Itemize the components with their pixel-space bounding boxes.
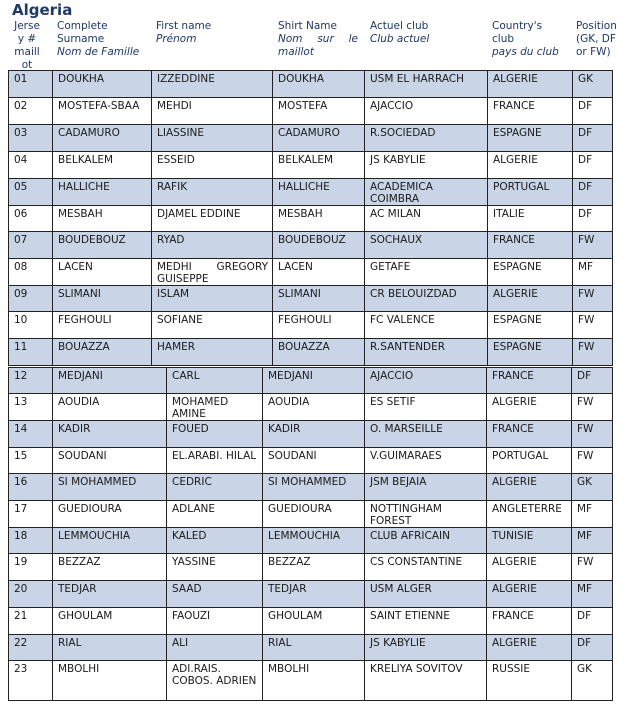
cell-position: MF (572, 528, 613, 554)
cell-shirt-name: SOUDANI (263, 448, 365, 474)
cell-jersey-number: 10 (9, 312, 53, 339)
player-row (9, 474, 613, 501)
header-surname-en: Complete Surname (57, 20, 108, 45)
cell-surname: HALLICHE (53, 179, 152, 206)
cell-first-name: ADI.RAIS. COBOS. ADRIEN (167, 661, 263, 701)
cell-position: MF (572, 581, 613, 608)
cell-jersey-number: 23 (9, 661, 53, 701)
cell-club-country: ESPAGNE (488, 339, 573, 366)
cell-club-country: FRANCE (487, 368, 572, 394)
cell-club-country: RUSSIE (487, 661, 572, 701)
cell-jersey-number: 09 (9, 286, 53, 312)
cell-club: USM EL HARRACH (365, 71, 488, 98)
cell-club-country: ANGLETERRE (487, 501, 572, 528)
cell-shirt-name: HALLICHE (273, 179, 365, 206)
cell-shirt-name: BOUAZZA (273, 339, 365, 366)
cell-club: AJACCIO (365, 368, 487, 394)
cell-shirt-name: FEGHOULI (273, 312, 365, 339)
cell-club-country: ESPAGNE (488, 312, 573, 339)
header-shirtname-en: Shirt Name (278, 20, 337, 32)
cell-first-name: YASSINE (167, 554, 263, 581)
cell-surname: SLIMANI (53, 286, 152, 312)
cell-club: CS CONSTANTINE (365, 554, 487, 581)
cell-surname: BEZZAZ (53, 554, 167, 581)
cell-club: O. MARSEILLE (365, 421, 487, 448)
cell-club-country: PORTUGAL (488, 179, 573, 206)
cell-club: ACADEMICA COIMBRA (365, 179, 488, 206)
player-row (9, 581, 613, 608)
cell-club-country: FRANCE (487, 421, 572, 448)
cell-jersey-number: 12 (9, 368, 53, 394)
cell-club: R.SOCIEDAD (365, 125, 488, 152)
cell-first-name: SAAD (167, 581, 263, 608)
cell-position: DF (572, 368, 613, 394)
player-row (9, 635, 613, 661)
cell-surname: FEGHOULI (53, 312, 152, 339)
header-country (492, 20, 567, 59)
cell-position: FW (573, 286, 613, 312)
cell-shirt-name: MOSTEFA (273, 98, 365, 125)
cell-jersey-number: 13 (9, 394, 53, 421)
cell-jersey-number: 15 (9, 448, 53, 474)
player-row (9, 232, 613, 259)
cell-first-name: HAMER (152, 339, 273, 366)
cell-position: MF (572, 501, 613, 528)
player-row (9, 448, 613, 474)
cell-surname: BOUAZZA (53, 339, 152, 366)
cell-club: SAINT ETIENNE (365, 608, 487, 635)
player-row (9, 98, 613, 125)
cell-jersey-number: 08 (9, 259, 53, 286)
cell-first-name: SOFIANE (152, 312, 273, 339)
player-row (9, 71, 613, 98)
cell-shirt-name: BELKALEM (273, 152, 365, 179)
cell-first-name: RYAD (152, 232, 273, 259)
cell-shirt-name: DOUKHA (273, 71, 365, 98)
cell-shirt-name: LEMMOUCHIA (263, 528, 365, 554)
cell-club-country: ESPAGNE (488, 125, 573, 152)
header-club (370, 20, 485, 46)
cell-club-country: ALGERIE (488, 286, 573, 312)
header-club-fr: Club actuel (370, 33, 430, 45)
roster-table-12-23 (8, 367, 613, 701)
cell-surname: MOSTEFA-SBAA (53, 98, 152, 125)
cell-jersey-number: 02 (9, 98, 53, 125)
cell-surname: AOUDIA (53, 394, 167, 421)
cell-position: DF (573, 125, 613, 152)
header-jersey: Jerse y # maill ot (14, 20, 40, 71)
cell-shirt-name: MBOLHI (263, 661, 365, 701)
cell-surname: BOUDEBOUZ (53, 232, 152, 259)
player-row (9, 206, 613, 232)
cell-jersey-number: 17 (9, 501, 53, 528)
player-row (9, 286, 613, 312)
cell-club-country: ALGERIE (488, 71, 573, 98)
cell-position: DF (572, 635, 613, 661)
cell-surname: LACEN (53, 259, 152, 286)
cell-club-country: ALGERIE (487, 635, 572, 661)
cell-position: GK (572, 474, 613, 501)
cell-club: AJACCIO (365, 98, 488, 125)
cell-club: SOCHAUX (365, 232, 488, 259)
player-row (9, 661, 613, 701)
cell-surname: SI MOHAMMED (53, 474, 167, 501)
cell-first-name: ISLAM (152, 286, 273, 312)
cell-surname: MBOLHI (53, 661, 167, 701)
cell-surname: MEDJANI (53, 368, 167, 394)
cell-first-name: ESSEID (152, 152, 273, 179)
header-firstname-fr: Prénom (156, 33, 197, 45)
cell-shirt-name: BOUDEBOUZ (273, 232, 365, 259)
cell-surname: KADIR (53, 421, 167, 448)
player-row (9, 528, 613, 554)
cell-first-name: MOHAMED AMINE (167, 394, 263, 421)
cell-position: FW (572, 394, 613, 421)
player-row (9, 259, 613, 286)
cell-position: DF (572, 608, 613, 635)
cell-shirt-name: KADIR (263, 421, 365, 448)
cell-shirt-name: SI MOHAMMED (263, 474, 365, 501)
cell-jersey-number: 20 (9, 581, 53, 608)
cell-club: JS KABYLIE (365, 635, 487, 661)
cell-surname: RIAL (53, 635, 167, 661)
cell-first-name: ADLANE (167, 501, 263, 528)
cell-jersey-number: 01 (9, 71, 53, 98)
cell-club-country: FRANCE (488, 232, 573, 259)
cell-club-country: ITALIE (488, 206, 573, 232)
page-title: Algeria (12, 1, 73, 19)
cell-surname: LEMMOUCHIA (53, 528, 167, 554)
cell-club: CR BELOUIZDAD (365, 286, 488, 312)
cell-jersey-number: 14 (9, 421, 53, 448)
cell-position: FW (573, 232, 613, 259)
cell-first-name: KALED (167, 528, 263, 554)
cell-club: CLUB AFRICAIN (365, 528, 487, 554)
player-row (9, 312, 613, 339)
cell-jersey-number: 06 (9, 206, 53, 232)
roster-table-1-11 (8, 70, 613, 366)
header-surname-fr: Nom de Famille (57, 46, 140, 58)
cell-shirt-name: TEDJAR (263, 581, 365, 608)
header-firstname (156, 20, 271, 46)
cell-position: FW (573, 339, 613, 366)
cell-jersey-number: 18 (9, 528, 53, 554)
cell-jersey-number: 04 (9, 152, 53, 179)
cell-shirt-name: SLIMANI (273, 286, 365, 312)
cell-first-name: LIASSINE (152, 125, 273, 152)
header-country-fr: pays du club (492, 46, 559, 58)
cell-club: JS KABYLIE (365, 152, 488, 179)
cell-surname: MESBAH (53, 206, 152, 232)
cell-club: JSM BEJAIA (365, 474, 487, 501)
cell-club: ES SETIF (365, 394, 487, 421)
cell-shirt-name: CADAMURO (273, 125, 365, 152)
cell-shirt-name: GUEDIOURA (263, 501, 365, 528)
cell-position: MF (573, 259, 613, 286)
player-row (9, 608, 613, 635)
cell-first-name: CARL (167, 368, 263, 394)
player-row (9, 554, 613, 581)
cell-position: GK (573, 71, 613, 98)
cell-surname: SOUDANI (53, 448, 167, 474)
cell-club: KRELIYA SOVITOV (365, 661, 487, 701)
cell-club: V.GUIMARAES (365, 448, 487, 474)
cell-club: FC VALENCE (365, 312, 488, 339)
cell-club-country: FRANCE (487, 608, 572, 635)
header-shirtname (278, 20, 358, 59)
cell-club: NOTTINGHAM FOREST (365, 501, 487, 528)
cell-shirt-name: GHOULAM (263, 608, 365, 635)
cell-position: FW (572, 554, 613, 581)
header-country-en: Country's club (492, 20, 543, 45)
cell-first-name: DJAMEL EDDINE (152, 206, 273, 232)
player-row (9, 179, 613, 206)
cell-surname: GHOULAM (53, 608, 167, 635)
cell-first-name: MEDHI GREGORY GUISEPPE (152, 259, 273, 286)
cell-club-country: ESPAGNE (488, 259, 573, 286)
cell-first-name: MEHDI (152, 98, 273, 125)
cell-shirt-name: LACEN (273, 259, 365, 286)
player-row (9, 394, 613, 421)
cell-jersey-number: 21 (9, 608, 53, 635)
cell-jersey-number: 11 (9, 339, 53, 366)
cell-position: GK (572, 661, 613, 701)
cell-first-name: IZZEDDINE (152, 71, 273, 98)
cell-jersey-number: 22 (9, 635, 53, 661)
cell-position: FW (572, 421, 613, 448)
cell-club: R.SANTENDER (365, 339, 488, 366)
cell-first-name: RAFIK (152, 179, 273, 206)
cell-surname: BELKALEM (53, 152, 152, 179)
header-firstname-en: First name (156, 20, 212, 32)
cell-first-name: ALI (167, 635, 263, 661)
player-row (9, 125, 613, 152)
cell-club-country: PORTUGAL (487, 448, 572, 474)
player-row (9, 339, 613, 366)
cell-first-name: FAOUZI (167, 608, 263, 635)
player-row (9, 501, 613, 528)
cell-club-country: ALGERIE (487, 474, 572, 501)
cell-first-name: EL.ARABI. HILAL (167, 448, 263, 474)
cell-club-country: ALGERIE (488, 152, 573, 179)
cell-position: FW (572, 448, 613, 474)
cell-surname: TEDJAR (53, 581, 167, 608)
cell-position: DF (573, 152, 613, 179)
cell-club: AC MILAN (365, 206, 488, 232)
cell-shirt-name: MEDJANI (263, 368, 365, 394)
header-shirtname-fr: Nom sur le maillot (278, 33, 358, 58)
cell-club: GETAFE (365, 259, 488, 286)
player-row (9, 368, 613, 394)
cell-position: DF (573, 98, 613, 125)
cell-shirt-name: AOUDIA (263, 394, 365, 421)
cell-surname: GUEDIOURA (53, 501, 167, 528)
cell-first-name: CEDRIC (167, 474, 263, 501)
cell-first-name: FOUED (167, 421, 263, 448)
cell-shirt-name: MESBAH (273, 206, 365, 232)
cell-club-country: ALGERIE (487, 394, 572, 421)
cell-shirt-name: RIAL (263, 635, 365, 661)
header-club-en: Actuel club (370, 20, 429, 32)
cell-surname: DOUKHA (53, 71, 152, 98)
header-position: Position (GK, DF or FW) (576, 20, 617, 58)
cell-club-country: TUNISIE (487, 528, 572, 554)
cell-jersey-number: 19 (9, 554, 53, 581)
cell-club-country: ALGERIE (487, 554, 572, 581)
cell-position: DF (573, 206, 613, 232)
header-surname (57, 20, 152, 59)
player-row (9, 152, 613, 179)
cell-club: USM ALGER (365, 581, 487, 608)
cell-surname: CADAMURO (53, 125, 152, 152)
cell-jersey-number: 03 (9, 125, 53, 152)
cell-position: DF (573, 179, 613, 206)
cell-jersey-number: 16 (9, 474, 53, 501)
cell-shirt-name: BEZZAZ (263, 554, 365, 581)
cell-jersey-number: 05 (9, 179, 53, 206)
cell-club-country: FRANCE (488, 98, 573, 125)
player-row (9, 421, 613, 448)
cell-jersey-number: 07 (9, 232, 53, 259)
cell-position: FW (573, 312, 613, 339)
cell-club-country: ALGERIE (487, 581, 572, 608)
